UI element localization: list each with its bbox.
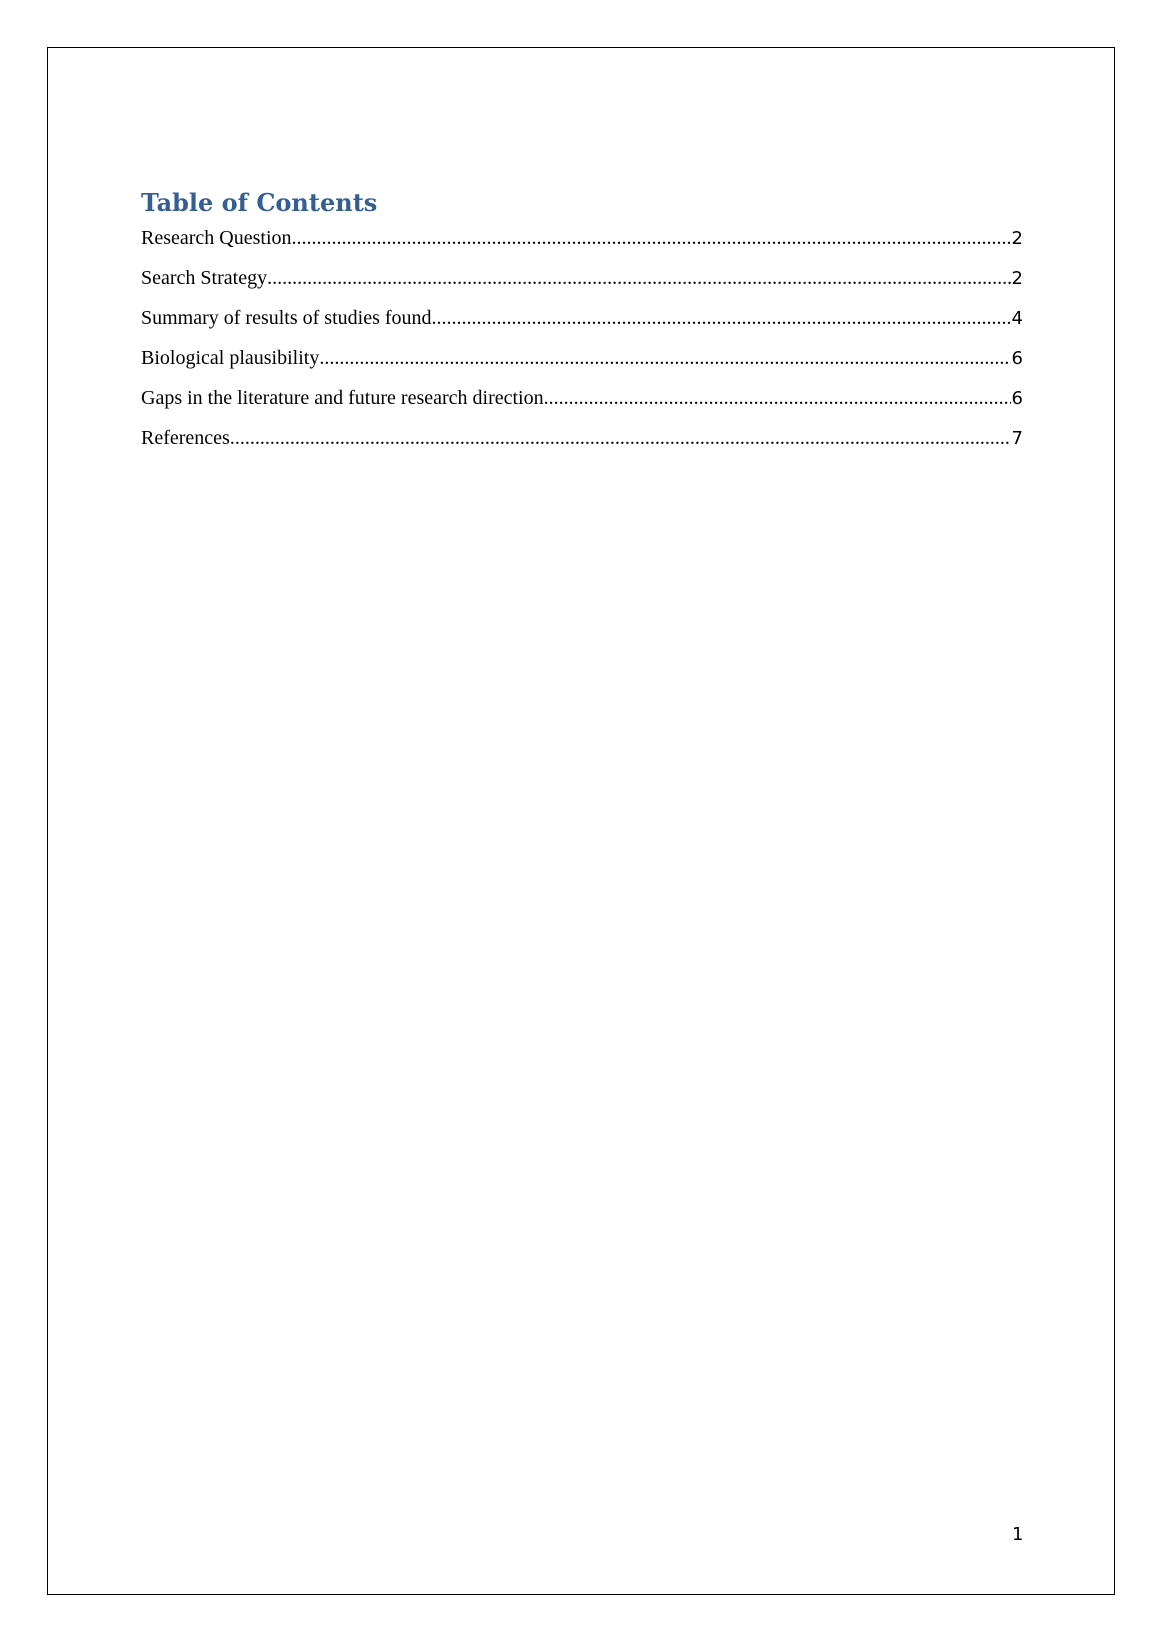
toc-entry-label: Biological plausibility [141,347,320,369]
toc-entry-page: 7 [1011,428,1023,449]
toc-dot-leader [230,427,1011,450]
toc-entry-biological-plausibility[interactable] [141,347,1023,387]
toc-entry-page: 4 [1011,308,1023,329]
toc-dot-leader [544,387,1011,410]
toc-entry-label: Search Strategy [141,267,268,289]
toc-dot-leader [292,227,1011,250]
toc-entry-label: Summary of results of studies found [141,307,432,329]
toc-entry-label: Research Question [141,227,292,249]
toc-dot-leader [319,347,1010,370]
toc-title: Table of Contents [141,188,378,217]
toc-dot-leader [432,307,1011,330]
toc-entry-references[interactable] [141,427,1023,467]
toc-entry-page: 2 [1011,228,1023,249]
toc-entry-summary-of-results[interactable] [141,307,1023,347]
toc-entry-research-question[interactable] [141,227,1023,267]
toc-entry-page: 2 [1011,268,1023,289]
toc-section [141,183,1023,467]
toc-list [141,227,1023,467]
toc-entry-page: 6 [1011,388,1023,409]
toc-entry-gaps-in-literature[interactable] [141,387,1023,427]
toc-entry-page: 6 [1011,348,1023,369]
footer-page-number: 1 [1012,1524,1024,1545]
toc-entry-search-strategy[interactable] [141,267,1023,307]
toc-entry-label: Gaps in the literature and future research direction [141,387,544,409]
toc-dot-leader [267,267,1010,290]
toc-entry-label: References [141,427,230,449]
